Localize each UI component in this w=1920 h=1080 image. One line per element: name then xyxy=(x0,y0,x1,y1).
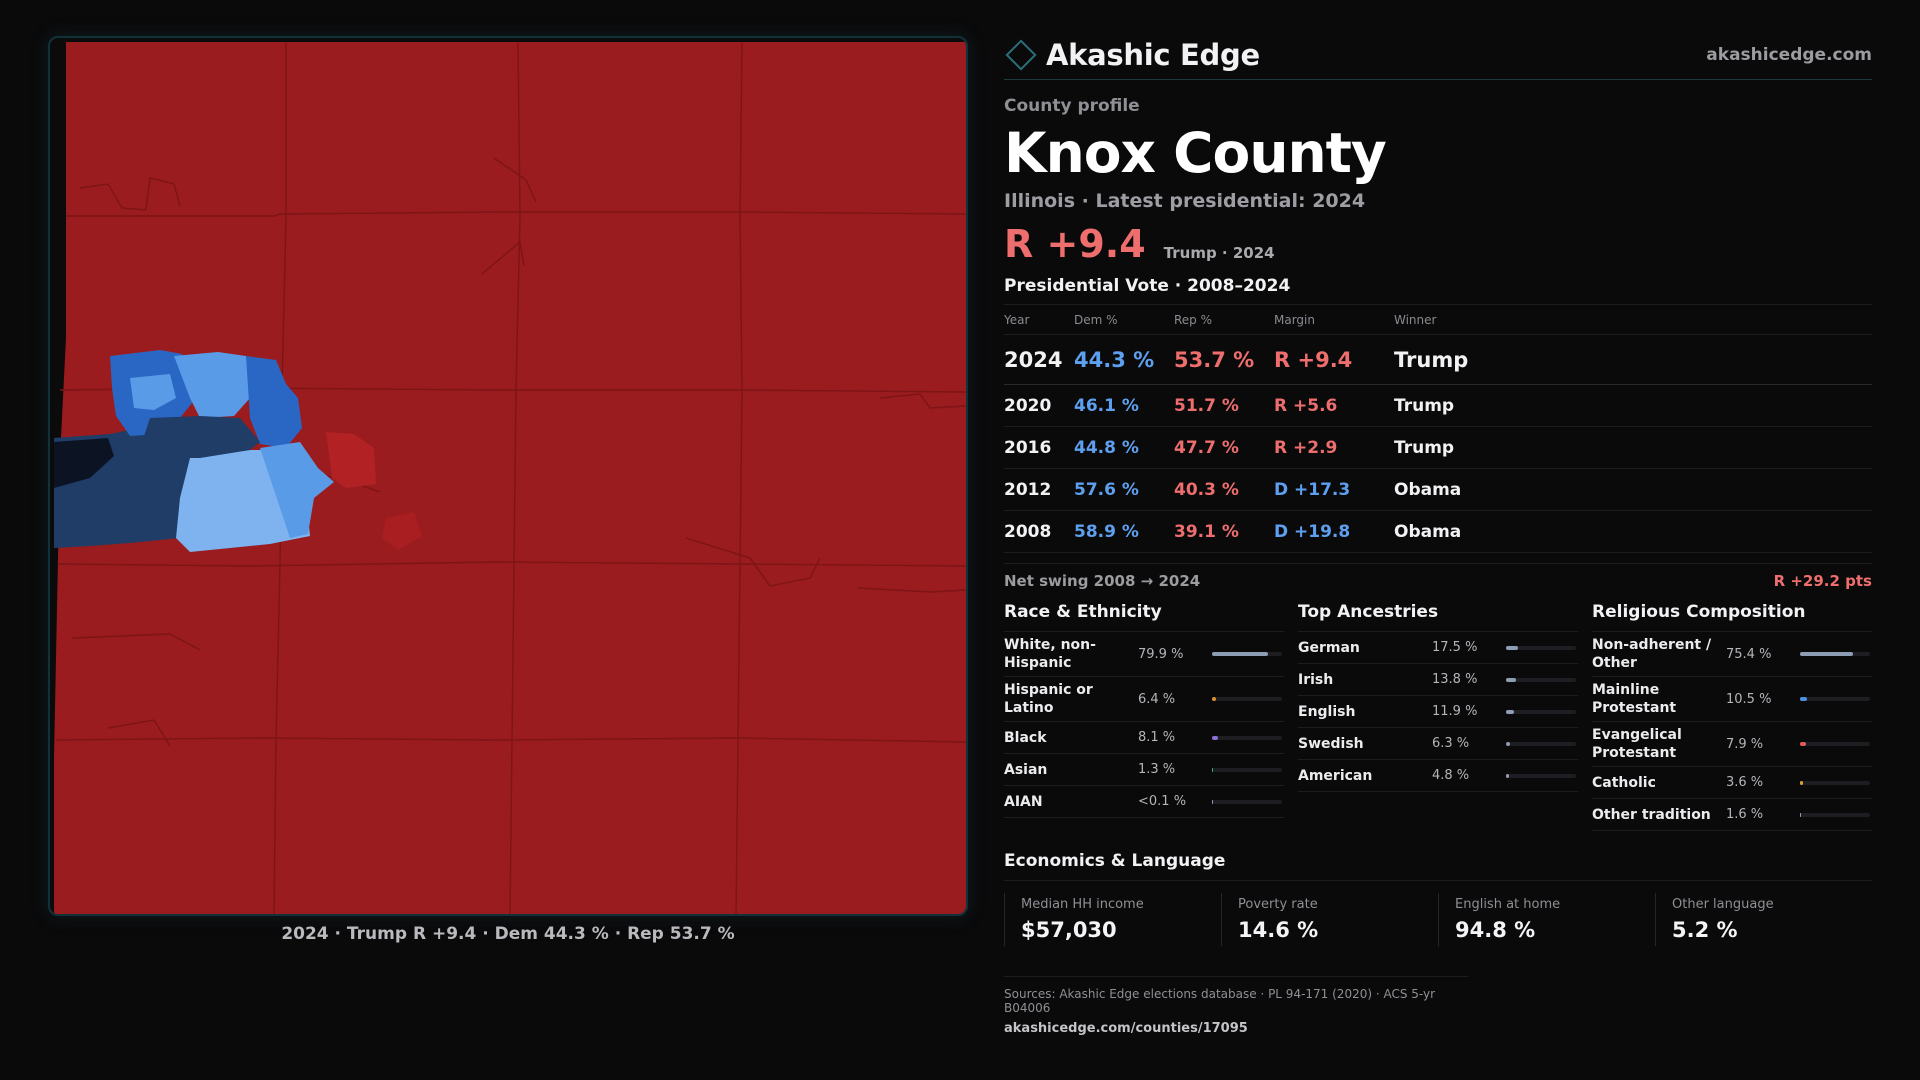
precinct-map-svg[interactable] xyxy=(50,38,968,916)
stat-label: White, non-Hispanic xyxy=(1004,637,1096,671)
sources-text: Sources: Akashic Edge elections database · PL 94-171 (2020) · ACS 5-yr B04006 xyxy=(1004,987,1436,1015)
row-rep: 47.7 % xyxy=(1174,427,1274,469)
list-item xyxy=(1298,632,1578,664)
stat-bar-fill xyxy=(1800,652,1853,656)
stat-value: 1.6 % xyxy=(1726,807,1764,822)
list-item xyxy=(1004,677,1284,722)
stat-bar-fill xyxy=(1506,774,1509,778)
stat-bar-fill xyxy=(1212,697,1216,701)
stat-bar-fill xyxy=(1212,736,1218,740)
econ-english-home xyxy=(1438,893,1655,946)
swing-label: Net swing 2008 → 2024 xyxy=(1004,572,1201,590)
swing-value: R +29.2 pts xyxy=(1773,572,1872,590)
stat-label: Evangelical Protestant xyxy=(1592,727,1682,761)
list-item xyxy=(1592,799,1872,831)
stat-bar xyxy=(1212,736,1282,740)
stat-value: 6.3 % xyxy=(1432,736,1470,751)
col-margin: Margin xyxy=(1274,305,1394,335)
top-ancestries xyxy=(1298,602,1578,831)
row-winner: Trump xyxy=(1394,335,1872,385)
vote-table xyxy=(1004,304,1872,553)
page-title: Knox County xyxy=(1004,121,1386,185)
diamond-logo-icon xyxy=(1005,39,1036,70)
econ-label: English at home xyxy=(1455,897,1561,912)
brand[interactable] xyxy=(1004,38,1260,72)
stat-value: 17.5 % xyxy=(1432,640,1478,655)
econ-value: 14.6 % xyxy=(1238,918,1319,942)
religion-title: Religious Composition xyxy=(1592,602,1872,632)
header xyxy=(1004,30,1872,80)
row-rep: 39.1 % xyxy=(1174,511,1274,553)
stat-value: 3.6 % xyxy=(1726,775,1764,790)
stat-bar-fill xyxy=(1506,678,1516,682)
stat-bar xyxy=(1212,800,1282,804)
row-dem: 57.6 % xyxy=(1074,469,1174,511)
stat-bar xyxy=(1506,678,1576,682)
row-winner: Trump xyxy=(1394,385,1872,427)
stat-bar xyxy=(1506,774,1576,778)
stat-bar xyxy=(1212,697,1282,701)
stat-bar-fill xyxy=(1506,742,1510,746)
brand-name: Akashic Edge xyxy=(1046,37,1260,72)
list-item xyxy=(1592,632,1872,677)
stat-bar-fill xyxy=(1800,697,1807,701)
stat-value: 79.9 % xyxy=(1138,646,1184,662)
stat-bar xyxy=(1506,646,1576,650)
stat-bar xyxy=(1212,768,1282,772)
stat-label: Black xyxy=(1004,729,1047,746)
econ-value: 5.2 % xyxy=(1672,918,1738,942)
row-rep: 40.3 % xyxy=(1174,469,1274,511)
row-margin: D +17.3 xyxy=(1274,469,1394,511)
religious-composition xyxy=(1592,602,1872,831)
stat-value: 1.3 % xyxy=(1138,762,1176,777)
list-item xyxy=(1592,677,1872,722)
row-dem: 46.1 % xyxy=(1074,385,1174,427)
stat-label: Non-adherent / Other xyxy=(1592,637,1712,671)
stat-bar xyxy=(1800,781,1870,785)
headline-margin: R +9.4 xyxy=(1004,222,1146,266)
stat-value: 11.9 % xyxy=(1432,704,1478,719)
row-dem: 58.9 % xyxy=(1074,511,1174,553)
demographics xyxy=(1004,602,1872,831)
col-winner: Winner xyxy=(1394,305,1872,335)
list-item xyxy=(1004,722,1284,754)
page-subtitle: Illinois · Latest presidential: 2024 xyxy=(1004,190,1366,212)
stat-bar-fill xyxy=(1212,768,1213,772)
row-dem: 44.3 % xyxy=(1074,335,1174,385)
stat-label: German xyxy=(1298,639,1360,656)
stat-bar xyxy=(1800,652,1870,656)
stat-bar xyxy=(1506,742,1576,746)
stat-value: 8.1 % xyxy=(1138,730,1176,745)
econ-poverty-rate xyxy=(1221,893,1438,946)
map-caption: 2024 · Trump R +9.4 · Dem 44.3 % · Rep 53.7 % xyxy=(281,924,735,944)
col-dem: Dem % xyxy=(1074,305,1174,335)
econ-label: Other language xyxy=(1672,897,1774,912)
stat-label: English xyxy=(1298,703,1356,720)
col-rep: Rep % xyxy=(1174,305,1274,335)
stat-value: 13.8 % xyxy=(1432,672,1478,687)
county-map[interactable] xyxy=(48,36,968,916)
stat-bar-fill xyxy=(1800,781,1803,785)
economics-grid xyxy=(1004,893,1872,946)
stat-bar xyxy=(1506,710,1576,714)
list-item xyxy=(1298,696,1578,728)
list-item xyxy=(1298,664,1578,696)
stat-value: 6.4 % xyxy=(1138,691,1176,707)
table-row xyxy=(1004,335,1872,385)
stat-label: American xyxy=(1298,767,1373,784)
ancestry-title: Top Ancestries xyxy=(1298,602,1578,632)
county-profile-panel xyxy=(1004,30,1872,1036)
row-rep: 51.7 % xyxy=(1174,385,1274,427)
list-item xyxy=(1004,632,1284,677)
economics-title: Economics & Language xyxy=(1004,851,1872,881)
list-item xyxy=(1592,767,1872,799)
stat-value: <0.1 % xyxy=(1138,794,1187,809)
table-row xyxy=(1004,469,1872,511)
row-year: 2024 xyxy=(1004,335,1074,385)
row-margin: R +9.4 xyxy=(1274,335,1394,385)
sources-link[interactable]: akashicedge.com/counties/17095 xyxy=(1004,1021,1248,1036)
sources xyxy=(1004,976,1468,1036)
stat-value: 7.9 % xyxy=(1726,736,1764,752)
econ-value: $57,030 xyxy=(1021,918,1117,942)
race-title: Race & Ethnicity xyxy=(1004,602,1284,632)
stat-label: Irish xyxy=(1298,671,1334,688)
brand-url-link[interactable]: akashicedge.com xyxy=(1706,44,1872,65)
vote-section-title: Presidential Vote · 2008–2024 xyxy=(1004,276,1291,296)
table-row xyxy=(1004,385,1872,427)
row-winner: Obama xyxy=(1394,469,1872,511)
stat-bar xyxy=(1800,742,1870,746)
row-year: 2008 xyxy=(1004,511,1074,553)
row-rep: 53.7 % xyxy=(1174,335,1274,385)
stat-label: Other tradition xyxy=(1592,806,1711,823)
net-swing xyxy=(1004,563,1872,590)
stat-bar-fill xyxy=(1212,800,1213,804)
list-item xyxy=(1592,722,1872,767)
stat-bar-fill xyxy=(1506,646,1518,650)
stat-label: AIAN xyxy=(1004,793,1043,810)
stat-bar xyxy=(1212,652,1282,656)
stat-label: Asian xyxy=(1004,761,1048,778)
list-item xyxy=(1298,728,1578,760)
row-winner: Obama xyxy=(1394,511,1872,553)
stat-label: Catholic xyxy=(1592,774,1656,791)
row-dem: 44.8 % xyxy=(1074,427,1174,469)
row-margin: R +2.9 xyxy=(1274,427,1394,469)
col-year: Year xyxy=(1004,305,1074,335)
row-year: 2012 xyxy=(1004,469,1074,511)
stat-bar-fill xyxy=(1506,710,1514,714)
stat-bar xyxy=(1800,813,1870,817)
table-row xyxy=(1004,427,1872,469)
stat-label: Hispanic or Latino xyxy=(1004,682,1093,716)
list-item xyxy=(1298,760,1578,792)
stat-bar-fill xyxy=(1800,742,1806,746)
vote-table-header xyxy=(1004,305,1872,335)
stat-bar xyxy=(1800,697,1870,701)
stat-value: 75.4 % xyxy=(1726,646,1772,662)
stat-value: 10.5 % xyxy=(1726,691,1772,707)
stat-label: Mainline Protestant xyxy=(1592,682,1677,716)
table-row xyxy=(1004,511,1872,553)
row-margin: R +5.6 xyxy=(1274,385,1394,427)
row-year: 2020 xyxy=(1004,385,1074,427)
headline xyxy=(1004,224,1872,264)
race-ethnicity xyxy=(1004,602,1284,831)
econ-median-income xyxy=(1004,893,1221,946)
list-item xyxy=(1004,786,1284,818)
row-year: 2016 xyxy=(1004,427,1074,469)
list-item xyxy=(1004,754,1284,786)
stat-label: Swedish xyxy=(1298,735,1364,752)
econ-label: Poverty rate xyxy=(1238,897,1318,912)
econ-label: Median HH income xyxy=(1021,897,1144,912)
row-winner: Trump xyxy=(1394,427,1872,469)
eyebrow: County profile xyxy=(1004,96,1140,116)
headline-note: Trump · 2024 xyxy=(1163,244,1275,262)
stat-bar-fill xyxy=(1800,813,1801,817)
stat-bar-fill xyxy=(1212,652,1268,656)
econ-value: 94.8 % xyxy=(1455,918,1536,942)
econ-other-language xyxy=(1655,893,1872,946)
stat-value: 4.8 % xyxy=(1432,768,1470,783)
row-margin: D +19.8 xyxy=(1274,511,1394,553)
